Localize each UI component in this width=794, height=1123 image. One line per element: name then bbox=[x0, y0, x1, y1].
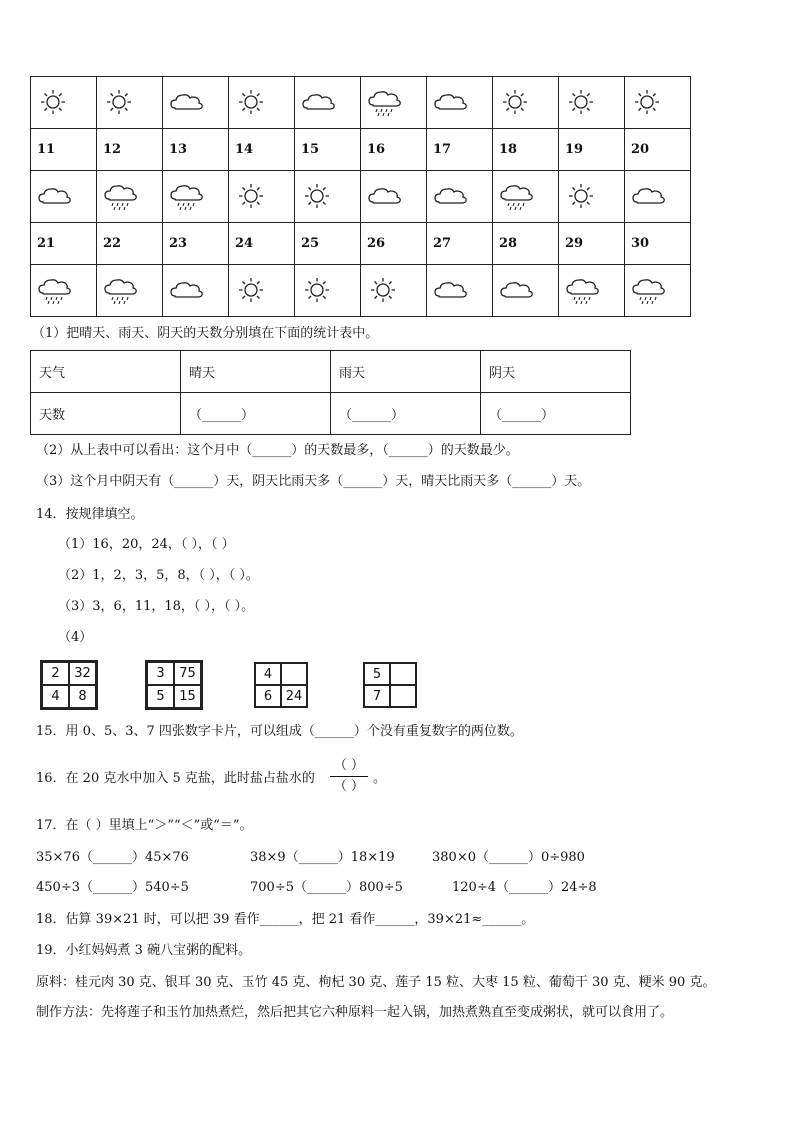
box3-cell: 4 bbox=[255, 663, 281, 685]
calendar-cell bbox=[559, 77, 625, 129]
q14-part1: （1）16，20，24，（ ），（ ） bbox=[58, 537, 235, 552]
cloud-icon bbox=[169, 89, 205, 117]
cloud-icon bbox=[433, 183, 469, 211]
calendar-icon-row bbox=[31, 171, 691, 223]
calendar-cell bbox=[493, 77, 559, 129]
sun-icon bbox=[565, 89, 601, 117]
calendar-cell bbox=[295, 265, 361, 317]
q15-text: 15．用 0、5、3、7 四张数字卡片，可以组成（______）个没有重复数字的两位数。 bbox=[36, 724, 523, 739]
q14-part3: （3）3，6，11，18，（ ），（ ）。 bbox=[58, 599, 255, 614]
calendar-cell bbox=[427, 77, 493, 129]
q17-item-4: 450÷3（______）540÷5 bbox=[36, 880, 189, 895]
calendar-cell bbox=[559, 171, 625, 223]
sun-icon bbox=[235, 277, 271, 305]
q16-end: 。 bbox=[373, 771, 387, 786]
sun-icon bbox=[37, 89, 73, 117]
calendar-cell bbox=[625, 171, 691, 223]
calendar-cell bbox=[31, 77, 97, 129]
calendar-day-number: 20 bbox=[625, 129, 691, 171]
calendar-cell bbox=[559, 265, 625, 317]
q17-title: 17．在（ ）里填上“＞”“＜”或“＝”。 bbox=[36, 818, 253, 833]
sun-icon bbox=[301, 183, 337, 211]
q14-part4: （4） bbox=[58, 630, 93, 645]
rain-icon bbox=[37, 277, 73, 305]
calendar-cell bbox=[361, 171, 427, 223]
cloud-icon bbox=[631, 183, 667, 211]
box4-cell: 5 bbox=[364, 663, 390, 685]
calendar-day-number: 16 bbox=[361, 129, 427, 171]
calendar-day-number: 21 bbox=[31, 223, 97, 265]
fraction-numerator: （ ） bbox=[333, 758, 365, 773]
box2-cell: 75 bbox=[174, 662, 201, 685]
calendar-day-number: 25 bbox=[295, 223, 361, 265]
box1-cell: 8 bbox=[69, 685, 96, 708]
calendar-day-number: 27 bbox=[427, 223, 493, 265]
calendar-day-number: 14 bbox=[229, 129, 295, 171]
q13-part1: （1）把晴天、雨天、阴天的天数分别填在下面的统计表中。 bbox=[32, 326, 379, 341]
calendar-cell bbox=[97, 171, 163, 223]
calendar-cell bbox=[427, 265, 493, 317]
cloud-icon bbox=[367, 183, 403, 211]
calendar-day-number: 30 bbox=[625, 223, 691, 265]
box4-cell: 7 bbox=[364, 685, 390, 707]
q17-item-6: 120÷4（______）24÷8 bbox=[452, 880, 597, 895]
calendar-cell bbox=[31, 171, 97, 223]
rain-icon bbox=[565, 277, 601, 305]
cloud-icon bbox=[169, 277, 205, 305]
box2-cell: 3 bbox=[147, 662, 174, 685]
calendar-day-row bbox=[31, 129, 691, 171]
sun-icon bbox=[499, 89, 535, 117]
calendar-cell bbox=[163, 77, 229, 129]
calendar-cell bbox=[361, 77, 427, 129]
calendar-cell bbox=[97, 77, 163, 129]
calendar-cell bbox=[295, 171, 361, 223]
calendar-day-number: 26 bbox=[361, 223, 427, 265]
stats-row-label: 天数 bbox=[31, 393, 181, 435]
calendar-day-number: 12 bbox=[97, 129, 163, 171]
box2-cell: 15 bbox=[174, 685, 201, 708]
calendar-cell bbox=[493, 265, 559, 317]
calendar-day-number: 18 bbox=[493, 129, 559, 171]
q13-part3: （3）这个月中阴天有（______）天，阴天比雨天多（______）天，晴天比雨天多（______）天。 bbox=[36, 474, 591, 489]
stats-blank-sunny[interactable]: （______） bbox=[181, 393, 331, 435]
calendar-day-number: 15 bbox=[295, 129, 361, 171]
rain-icon bbox=[499, 183, 535, 211]
fraction-bar bbox=[330, 776, 368, 777]
stats-header-weather: 天气 bbox=[31, 351, 181, 393]
cloud-icon bbox=[433, 277, 469, 305]
calendar-day-number: 28 bbox=[493, 223, 559, 265]
q16-fraction[interactable] bbox=[326, 757, 372, 796]
q19-method: 制作方法：先将莲子和玉竹加热煮烂，然后把其它六种原料一起入锅，加热煮熟直至变成粥状，就可以食用了。 bbox=[36, 1005, 674, 1020]
q14-part2: （2）1，2，3，5，8，（ ），（ ）。 bbox=[58, 568, 259, 583]
calendar-day-number: 11 bbox=[31, 129, 97, 171]
calendar-day-number: 29 bbox=[559, 223, 625, 265]
calendar-day-number: 23 bbox=[163, 223, 229, 265]
stats-header-sunny: 晴天 bbox=[181, 351, 331, 393]
box3-cell: 6 bbox=[255, 685, 281, 707]
calendar-cell bbox=[625, 77, 691, 129]
box1-cell: 4 bbox=[42, 685, 69, 708]
calendar-icon-row bbox=[31, 77, 691, 129]
cloud-icon bbox=[499, 277, 535, 305]
sun-icon bbox=[367, 277, 403, 305]
sun-icon bbox=[235, 183, 271, 211]
fraction-denominator: （ ） bbox=[333, 779, 365, 794]
weather-stats-table bbox=[30, 350, 631, 435]
sun-icon bbox=[631, 89, 667, 117]
q17-item-3: 380×0（______）0÷980 bbox=[432, 850, 585, 865]
stats-header-cloudy: 阴天 bbox=[481, 351, 631, 393]
q18-text: 18．估算 39×21 时，可以把 39 看作______，把 21 看作______，39×21≈______。 bbox=[36, 912, 535, 927]
stats-blank-cloudy[interactable]: （______） bbox=[481, 393, 631, 435]
calendar-cell bbox=[31, 265, 97, 317]
calendar-cell bbox=[163, 171, 229, 223]
calendar-day-number: 22 bbox=[97, 223, 163, 265]
calendar-cell bbox=[625, 265, 691, 317]
number-box-2 bbox=[145, 660, 203, 710]
q17-item-5: 700÷5（______）800÷5 bbox=[250, 880, 403, 895]
number-box-4 bbox=[363, 662, 417, 708]
stats-blank-rainy[interactable]: （______） bbox=[331, 393, 481, 435]
sun-icon bbox=[301, 277, 337, 305]
box1-cell: 2 bbox=[42, 662, 69, 685]
rain-icon bbox=[169, 183, 205, 211]
q16-text: 16．在 20 克水中加入 5 克盐，此时盐占盐水的 bbox=[36, 771, 315, 786]
calendar-cell bbox=[229, 171, 295, 223]
box4-blank[interactable] bbox=[390, 685, 416, 707]
number-box-1 bbox=[40, 660, 98, 710]
stats-header-rainy: 雨天 bbox=[331, 351, 481, 393]
q14-title: 14．按规律填空。 bbox=[36, 507, 144, 522]
box1-cell: 32 bbox=[69, 662, 96, 685]
calendar-cell bbox=[361, 265, 427, 317]
q13-part2: （2）从上表中可以看出：这个月中（______）的天数最多，（______）的天数最少。 bbox=[36, 443, 519, 458]
cloud-icon bbox=[433, 89, 469, 117]
calendar-cell bbox=[427, 171, 493, 223]
box3-blank[interactable] bbox=[281, 663, 307, 685]
calendar-cell bbox=[163, 265, 229, 317]
q19-ingredients: 原料：桂元肉 30 克、银耳 30 克、玉竹 45 克、枸杞 30 克、莲子 15 粒、大枣 15 粒、葡萄干 30 克、粳米 90 克。 bbox=[36, 975, 716, 990]
box3-cell: 24 bbox=[281, 685, 307, 707]
calendar-day-number: 13 bbox=[163, 129, 229, 171]
box2-cell: 5 bbox=[147, 685, 174, 708]
cloud-icon bbox=[37, 183, 73, 211]
weather-calendar bbox=[30, 76, 691, 317]
q19-title: 19．小红妈妈煮 3 碗八宝粥的配料。 bbox=[36, 943, 252, 958]
rain-icon bbox=[367, 89, 403, 117]
number-box-3 bbox=[254, 662, 308, 708]
calendar-day-row bbox=[31, 223, 691, 265]
q17-item-2: 38×9（______）18×19 bbox=[250, 850, 395, 865]
box4-blank[interactable] bbox=[390, 663, 416, 685]
calendar-cell bbox=[229, 77, 295, 129]
rain-icon bbox=[103, 277, 139, 305]
calendar-cell bbox=[229, 265, 295, 317]
calendar-cell bbox=[493, 171, 559, 223]
sun-icon bbox=[235, 89, 271, 117]
calendar-icon-row bbox=[31, 265, 691, 317]
calendar-day-number: 19 bbox=[559, 129, 625, 171]
calendar-day-number: 17 bbox=[427, 129, 493, 171]
cloud-icon bbox=[301, 89, 337, 117]
rain-icon bbox=[103, 183, 139, 211]
calendar-day-number: 24 bbox=[229, 223, 295, 265]
rain-icon bbox=[631, 277, 667, 305]
q17-item-1: 35×76（______）45×76 bbox=[36, 850, 189, 865]
sun-icon bbox=[565, 183, 601, 211]
sun-icon bbox=[103, 89, 139, 117]
calendar-cell bbox=[295, 77, 361, 129]
calendar-cell bbox=[97, 265, 163, 317]
